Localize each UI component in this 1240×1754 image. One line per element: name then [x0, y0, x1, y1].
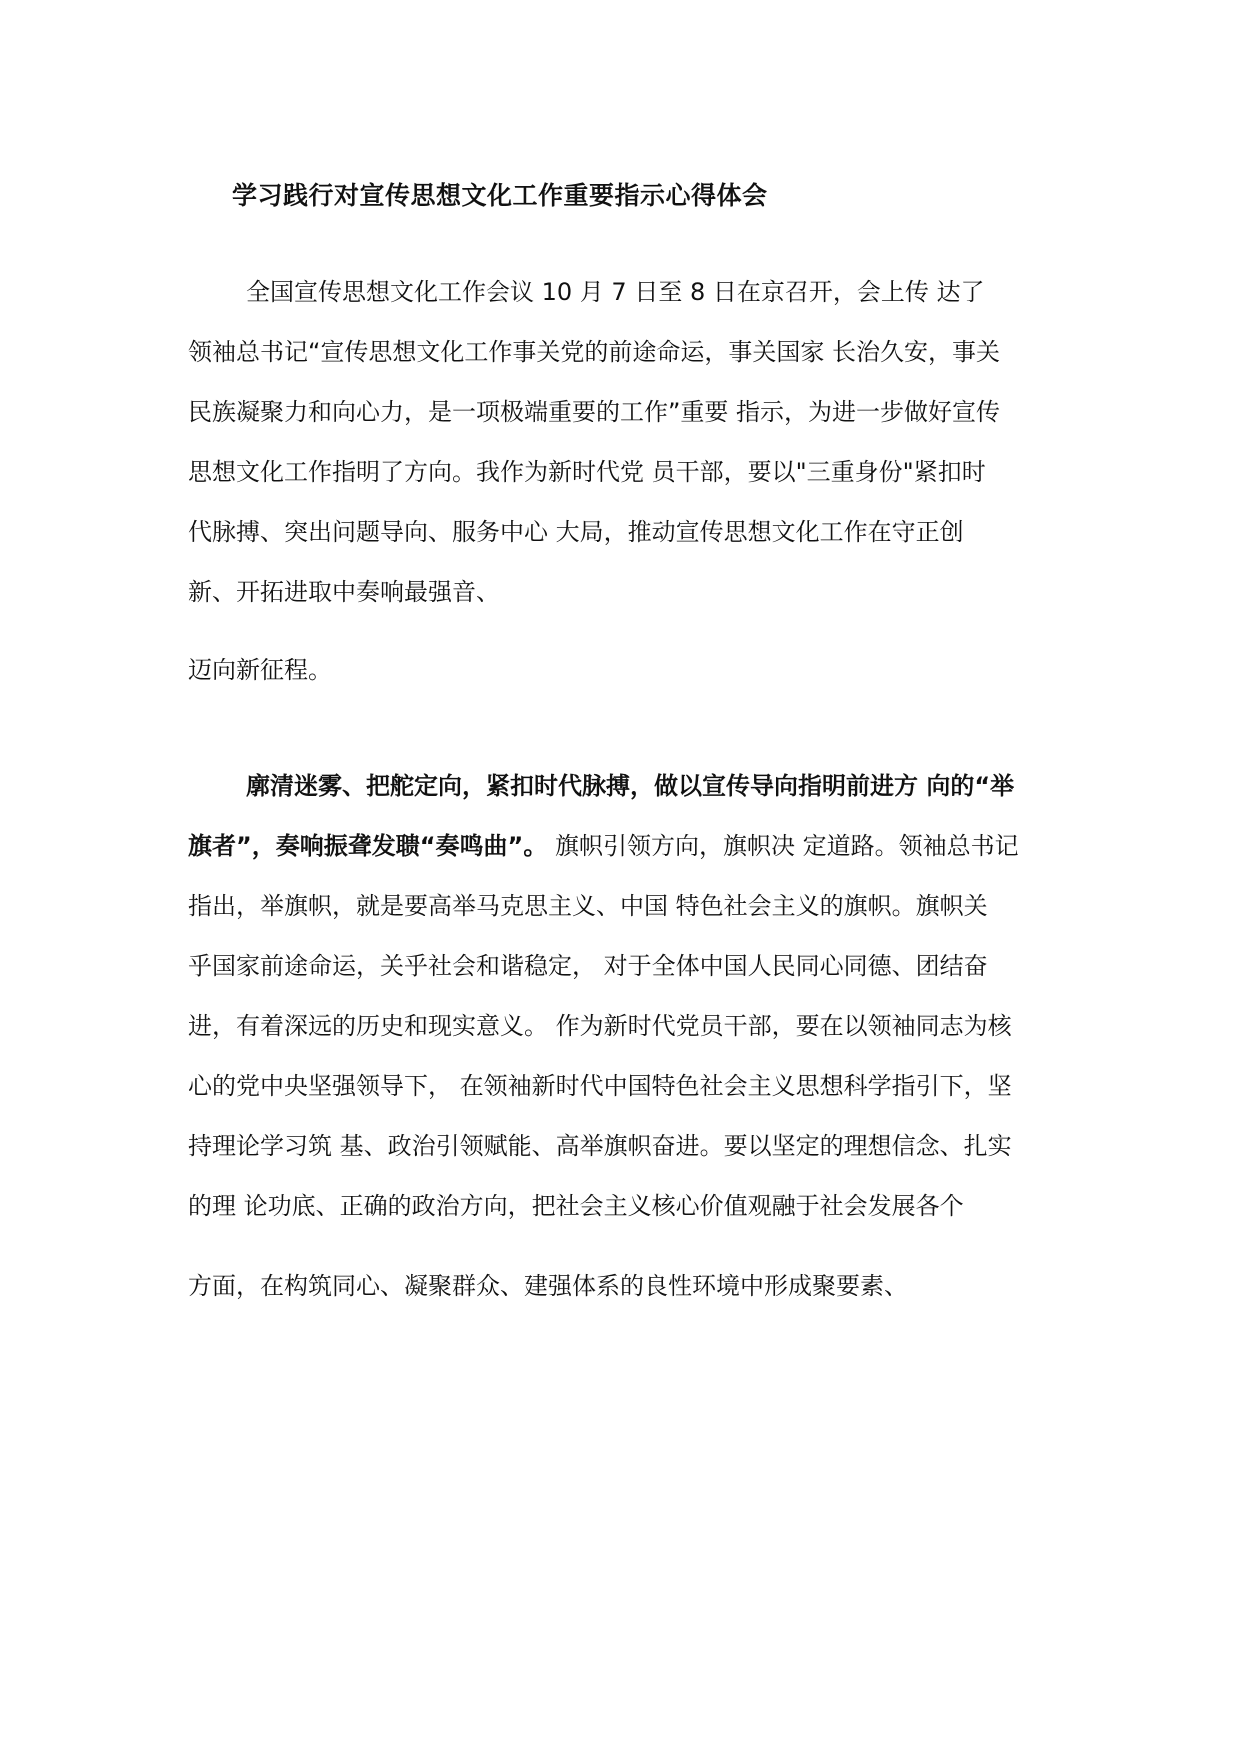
paragraph-2-line-2-bold: 旗者”，奏响振聋发聩“奏鸣曲”。 [188, 832, 548, 860]
paragraph-2-line-4: 乎国家前途命运，关乎社会和谐稳定， 对于全体中国人民同心同德、团结奋 [188, 952, 988, 980]
paragraph-1-line-4: 思想文化工作指明了方向。我作为新时代党 员干部，要以"三重身份"紧扣时 [188, 458, 986, 486]
paragraph-1-line-1: 全国宣传思想文化工作会议 10 月 7 日至 8 日在京召开，会上传 达了 [246, 278, 985, 306]
paragraph-2-line-9: 方面，在构筑同心、凝聚群众、建强体系的良性环境中形成聚要素、 [188, 1272, 908, 1300]
paragraph-2-line-2 [188, 831, 1019, 861]
paragraph-1-line-7: 迈向新征程。 [188, 656, 332, 684]
paragraph-2-line-3: 指出，举旗帜，就是要高举马克思主义、中国 特色社会主义的旗帜。旗帜关 [188, 892, 988, 920]
paragraph-2-line-6: 心的党中央坚强领导下， 在领袖新时代中国特色社会主义思想科学指引下，坚 [188, 1072, 1012, 1100]
paragraph-2-line-5: 进，有着深远的历史和现实意义。 作为新时代党员干部，要在以领袖同志为核 [188, 1012, 1012, 1040]
paragraph-1-line-3: 民族凝聚力和向心力，是一项极端重要的工作”重要 指示，为进一步做好宣传 [188, 398, 1001, 426]
document-title: 学习践行对宣传思想文化工作重要指示心得体会 [232, 181, 768, 210]
paragraph-1-line-5: 代脉搏、突出问题导向、服务中心 大局，推动宣传思想文化工作在守正创 [188, 518, 964, 546]
paragraph-2-line-2-rest: 旗帜引领方向，旗帜决 定道路。领袖总书记 [547, 832, 1019, 860]
paragraph-1-line-6: 新、开拓进取中奏响最强音、 [188, 578, 500, 606]
paragraph-2-line-1: 廓清迷雾、把舵定向，紧扣时代脉搏，做以宣传导向指明前进方 向的“举 [246, 772, 1015, 800]
paragraph-1-line-2: 领袖总书记“宣传思想文化工作事关党的前途命运，事关国家 长治久安，事关 [188, 338, 1001, 366]
paragraph-2-line-8: 的理 论功底、正确的政治方向，把社会主义核心价值观融于社会发展各个 [188, 1192, 964, 1220]
paragraph-2-line-7: 持理论学习筑 基、政治引领赋能、高举旗帜奋进。要以坚定的理想信念、扎实 [188, 1132, 1012, 1160]
